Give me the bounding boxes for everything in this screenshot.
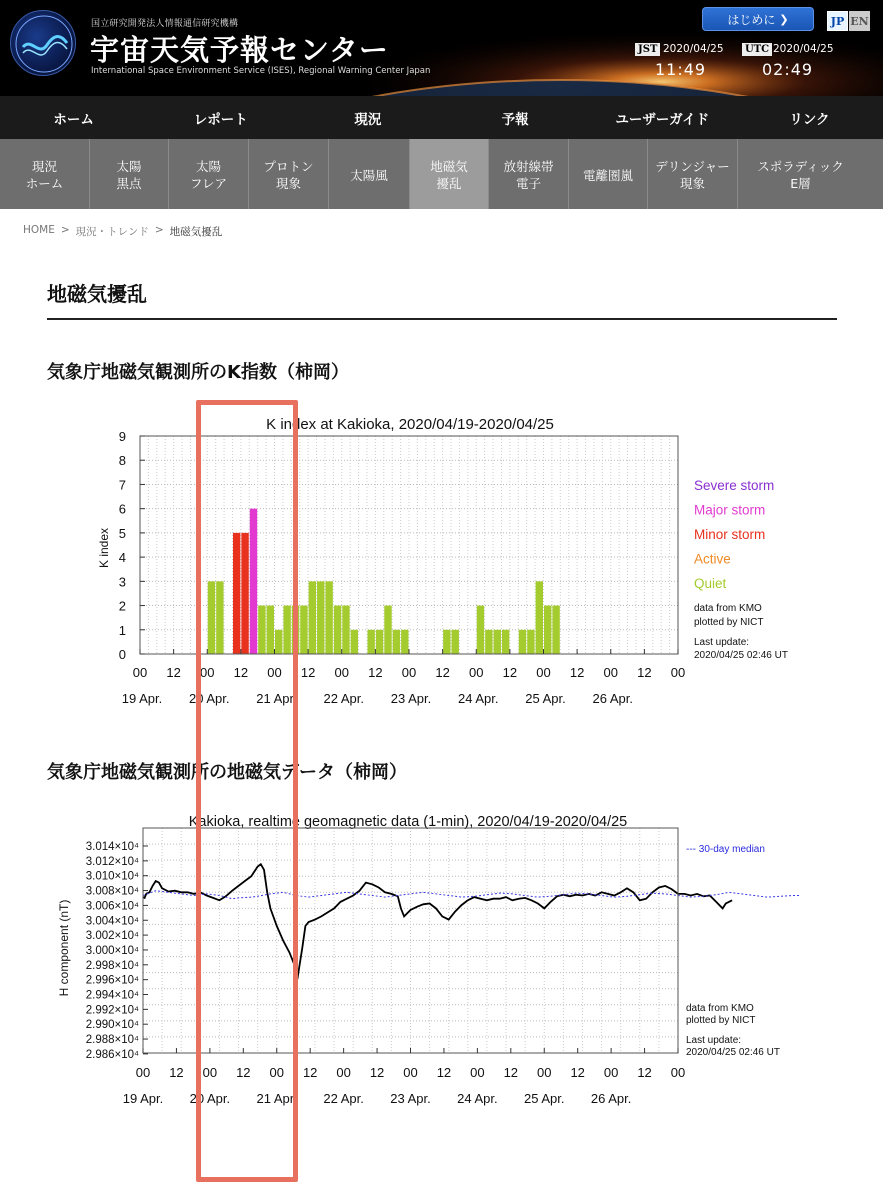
y-tick-label: 3.000×10⁴ bbox=[85, 944, 139, 957]
y-tick-label: 2.994×10⁴ bbox=[85, 989, 139, 1002]
day-label: 26 Apr. bbox=[592, 691, 633, 706]
highlight-box bbox=[196, 400, 298, 1182]
y-tick-label: 4 bbox=[118, 550, 126, 566]
main-nav bbox=[0, 96, 883, 139]
day-label: 21 Apr. bbox=[256, 1091, 297, 1106]
x-tick-label: 12 bbox=[302, 1065, 318, 1080]
chart-note: 2020/04/25 02:46 UT bbox=[686, 1047, 780, 1058]
site-title-english: International Space Environment Service (ISES), Regional Warning Center Japan bbox=[91, 66, 431, 76]
x-tick-label: 12 bbox=[368, 665, 383, 680]
lang-en-button[interactable]: EN bbox=[849, 11, 870, 31]
nav-item-forecast[interactable]: 予報 bbox=[501, 111, 529, 128]
y-axis-label: K index bbox=[97, 527, 111, 569]
x-tick-label: 00 bbox=[670, 665, 686, 680]
k-index-bar bbox=[527, 630, 534, 654]
breadcrumb-separator-icon: > bbox=[154, 224, 164, 236]
x-tick-label: 12 bbox=[503, 1065, 519, 1080]
x-tick-label: 00 bbox=[132, 665, 148, 680]
k-index-bar bbox=[317, 581, 324, 654]
subnav-item-radiation-belt[interactable] bbox=[489, 139, 569, 209]
x-tick-label: 12 bbox=[436, 1065, 452, 1080]
day-label: 23 Apr. bbox=[390, 1091, 431, 1106]
k-index-bar bbox=[519, 630, 526, 654]
y-tick-label: 3.012×10⁴ bbox=[85, 855, 139, 868]
title-divider bbox=[47, 318, 837, 320]
subnav-label-line2: 電子 bbox=[515, 176, 541, 191]
subnav-item-solar-wind[interactable] bbox=[329, 139, 410, 209]
x-tick-label: 12 bbox=[169, 1065, 184, 1080]
y-tick-label: 6 bbox=[118, 501, 126, 517]
breadcrumb-home[interactable]: HOME bbox=[23, 224, 55, 236]
subnav-label-line1: 太陽 bbox=[195, 159, 221, 174]
jst-time: 11:49 bbox=[655, 60, 707, 79]
y-tick-label: 3.004×10⁴ bbox=[85, 915, 139, 928]
subnav-label-line1: スポラディック bbox=[757, 159, 844, 174]
k-index-bar bbox=[376, 630, 383, 654]
x-tick-label: 00 bbox=[603, 665, 618, 680]
x-tick-label: 00 bbox=[469, 665, 484, 680]
subnav-item-sunspots[interactable] bbox=[90, 139, 169, 209]
day-label: 22 Apr. bbox=[323, 1091, 364, 1106]
x-tick-label: 00 bbox=[202, 1065, 218, 1080]
day-label: 22 Apr. bbox=[323, 691, 364, 706]
chart-note: data from KMO bbox=[694, 603, 762, 614]
chart-note: 2020/04/25 02:46 UT bbox=[694, 650, 788, 661]
y-tick-label: 9 bbox=[118, 429, 126, 444]
y-tick-label: 1 bbox=[118, 622, 126, 638]
chart-note: Last update: bbox=[686, 1035, 742, 1046]
intro-button[interactable] bbox=[702, 7, 814, 31]
utc-label: UTC bbox=[742, 43, 772, 56]
breadcrumb-separator-icon: > bbox=[60, 224, 70, 236]
y-tick-label: 0 bbox=[118, 647, 126, 662]
k-index-bar bbox=[300, 606, 307, 654]
x-tick-label: 00 bbox=[200, 665, 215, 680]
y-tick-label: 2.996×10⁴ bbox=[85, 974, 139, 987]
k-index-bar bbox=[393, 630, 400, 654]
k-index-bar bbox=[351, 630, 358, 654]
x-tick-label: 00 bbox=[536, 665, 551, 680]
x-tick-label: 00 bbox=[403, 1065, 418, 1080]
day-label: 23 Apr. bbox=[390, 691, 432, 706]
x-tick-label: 12 bbox=[300, 665, 316, 680]
x-tick-label: 00 bbox=[670, 1065, 686, 1080]
y-tick-label: 7 bbox=[118, 477, 126, 493]
breadcrumb-trend[interactable]: 現況・トレンド bbox=[75, 226, 149, 238]
x-tick-label: 00 bbox=[603, 1065, 619, 1080]
k-index-bar bbox=[452, 630, 459, 654]
x-tick-label: 00 bbox=[470, 1065, 485, 1080]
logo-wave-icon bbox=[11, 11, 77, 77]
chart-note: data from KMO bbox=[686, 1003, 754, 1014]
nav-item-user-guide[interactable]: ユーザーガイド bbox=[615, 111, 710, 128]
k-index-bar bbox=[334, 606, 341, 654]
subnav-label-line2: 黒点 bbox=[116, 176, 142, 191]
subnav-label-line1: 太陽 bbox=[116, 159, 142, 174]
subnav-label-line1: デリンジャー bbox=[655, 159, 730, 174]
subnav-label-line2: ホーム bbox=[25, 176, 64, 191]
nav-item-links[interactable]: リンク bbox=[789, 111, 830, 128]
x-tick-label: 12 bbox=[569, 665, 585, 680]
k-index-bar bbox=[494, 630, 501, 654]
k-index-bar bbox=[325, 581, 332, 654]
subnav-item-ionospheric-storm[interactable] bbox=[569, 139, 648, 209]
x-tick-label: 00 bbox=[401, 665, 417, 680]
subnav-label-line1: 太陽風 bbox=[350, 167, 388, 183]
subnav-label-line1: 放射線帯 bbox=[503, 159, 554, 174]
utc-date: 2020/04/25 bbox=[773, 43, 834, 55]
chart-note: Last update: bbox=[694, 637, 750, 648]
y-tick-label: 8 bbox=[118, 453, 126, 469]
day-label: 26 Apr. bbox=[590, 1091, 632, 1106]
ises-logo[interactable] bbox=[10, 10, 76, 76]
x-tick-label: 12 bbox=[166, 665, 181, 680]
section-title-geomagnetic-data: 気象庁地磁気観測所の地磁気データ（柿岡） bbox=[47, 762, 407, 783]
x-tick-label: 12 bbox=[502, 665, 518, 680]
y-tick-label: 2.990×10⁴ bbox=[85, 1019, 139, 1032]
k-index-bar bbox=[485, 630, 492, 654]
subnav-item-current-home[interactable] bbox=[0, 139, 90, 209]
k-index-bar bbox=[309, 581, 316, 654]
day-label: 25 Apr. bbox=[524, 1091, 565, 1106]
utc-time: 02:49 bbox=[762, 60, 814, 79]
y-axis-label: H component (nT) bbox=[57, 899, 71, 997]
legend-entry: Minor storm bbox=[694, 527, 766, 542]
subnav-label-line2: 現象 bbox=[679, 176, 705, 191]
page-title: 地磁気擾乱 bbox=[47, 282, 147, 306]
subnav-label-line1: 現況 bbox=[31, 159, 57, 174]
day-label: 24 Apr. bbox=[457, 1091, 498, 1106]
y-tick-label: 3.006×10⁴ bbox=[85, 900, 139, 913]
x-tick-label: 12 bbox=[435, 665, 450, 680]
k-index-bar bbox=[536, 581, 543, 654]
geomagnetic-chart bbox=[40, 806, 800, 1111]
x-tick-label: 00 bbox=[267, 665, 282, 680]
x-tick-label: 12 bbox=[233, 665, 249, 680]
x-tick-label: 12 bbox=[369, 1065, 385, 1080]
k-index-bar bbox=[544, 606, 551, 654]
nav-item-report[interactable]: レポート bbox=[193, 111, 248, 128]
y-tick-label: 3 bbox=[118, 574, 126, 590]
subnav-label-line2: フレア bbox=[189, 176, 227, 191]
subnav-label-line2: 現象 bbox=[275, 176, 301, 191]
org-parent-name: 国立研究開発法人情報通信研究機構 bbox=[91, 19, 239, 29]
k-index-bar bbox=[502, 630, 509, 654]
day-label: 21 Apr. bbox=[256, 691, 297, 706]
k-index-bar bbox=[384, 606, 391, 654]
chart-note: plotted by NICT bbox=[686, 1015, 756, 1026]
subnav-item-proton[interactable] bbox=[249, 139, 329, 209]
k-index-bar bbox=[401, 630, 408, 654]
subnav-label-line1: 地磁気 bbox=[430, 159, 468, 174]
x-tick-label: 12 bbox=[637, 1065, 652, 1080]
k-index-chart bbox=[90, 408, 790, 713]
y-tick-label: 3.014×10⁴ bbox=[85, 841, 139, 853]
k-index-bar bbox=[342, 606, 349, 654]
site-header bbox=[0, 0, 883, 96]
y-tick-label: 3.008×10⁴ bbox=[85, 885, 139, 898]
subnav-label-line1: プロトン bbox=[263, 159, 314, 174]
day-label: 20 Apr. bbox=[189, 691, 230, 706]
day-label: 19 Apr. bbox=[122, 1091, 164, 1106]
y-tick-label: 2.988×10⁴ bbox=[85, 1034, 139, 1047]
legend-entry: Active bbox=[694, 551, 731, 567]
lang-jp-button[interactable]: JP bbox=[827, 11, 848, 31]
jst-label: JST bbox=[635, 43, 660, 56]
subnav-item-dellinger[interactable] bbox=[648, 139, 738, 209]
intro-button-label: はじめに bbox=[727, 12, 776, 27]
y-tick-label: 3.002×10⁴ bbox=[85, 930, 139, 943]
y-tick-label: 2.986×10⁴ bbox=[85, 1048, 139, 1061]
x-tick-label: 12 bbox=[570, 1065, 585, 1080]
k-index-bar bbox=[443, 630, 450, 654]
x-tick-label: 00 bbox=[269, 1065, 284, 1080]
breadcrumb bbox=[23, 224, 222, 239]
chart-note: plotted by NICT bbox=[694, 617, 764, 628]
subnav-item-sporadic-e[interactable] bbox=[738, 139, 863, 209]
legend-entry: --- 30-day median bbox=[686, 844, 765, 855]
x-tick-label: 00 bbox=[135, 1065, 151, 1080]
day-label: 19 Apr. bbox=[121, 691, 163, 706]
x-tick-label: 12 bbox=[637, 665, 652, 680]
k-index-bar bbox=[552, 606, 559, 654]
subnav-label-line1: 電離圏嵐 bbox=[582, 167, 633, 183]
x-tick-label: 12 bbox=[236, 1065, 251, 1080]
k-index-bar bbox=[477, 606, 484, 654]
day-label: 24 Apr. bbox=[458, 691, 499, 706]
subnav-label-line2: 擾乱 bbox=[436, 176, 462, 191]
nav-item-current[interactable]: 現況 bbox=[354, 111, 382, 128]
subnav-label-line2: E層 bbox=[790, 176, 811, 191]
y-tick-label: 2 bbox=[118, 598, 126, 614]
y-tick-label: 2.992×10⁴ bbox=[85, 1004, 139, 1017]
subnav-item-flares[interactable] bbox=[169, 139, 249, 209]
site-title[interactable]: 宇宙天気予報センター bbox=[90, 33, 389, 67]
jst-date: 2020/04/25 bbox=[663, 43, 724, 55]
breadcrumb-current: 地磁気擾乱 bbox=[169, 226, 223, 238]
chevron-right-icon: ❯ bbox=[779, 12, 789, 26]
day-label: 25 Apr. bbox=[525, 691, 566, 706]
x-tick-label: 00 bbox=[336, 1065, 351, 1080]
day-label: 20 Apr. bbox=[189, 1091, 231, 1106]
subnav-item-geomagnetic[interactable] bbox=[410, 139, 489, 209]
section-title-k-index: 気象庁地磁気観測所のK指数（柿岡） bbox=[47, 362, 349, 383]
y-tick-label: 2.998×10⁴ bbox=[85, 959, 139, 972]
y-tick-label: 3.010×10⁴ bbox=[85, 870, 139, 883]
x-tick-label: 00 bbox=[537, 1065, 552, 1080]
y-tick-label: 5 bbox=[118, 525, 126, 541]
chart-title: Kakioka, realtime geomagnetic data (1-min), 2020/04/19-2020/04/25 bbox=[188, 814, 628, 830]
sub-nav bbox=[0, 139, 883, 209]
x-tick-label: 00 bbox=[334, 665, 349, 680]
k-index-bar bbox=[367, 630, 374, 654]
legend-entry: Quiet bbox=[694, 576, 727, 591]
legend-entry: Severe storm bbox=[694, 478, 775, 493]
nav-item-home[interactable]: ホーム bbox=[53, 111, 94, 128]
legend-entry: Major storm bbox=[694, 502, 766, 518]
chart-title: K index at Kakioka, 2020/04/19-2020/04/25 bbox=[266, 416, 554, 433]
